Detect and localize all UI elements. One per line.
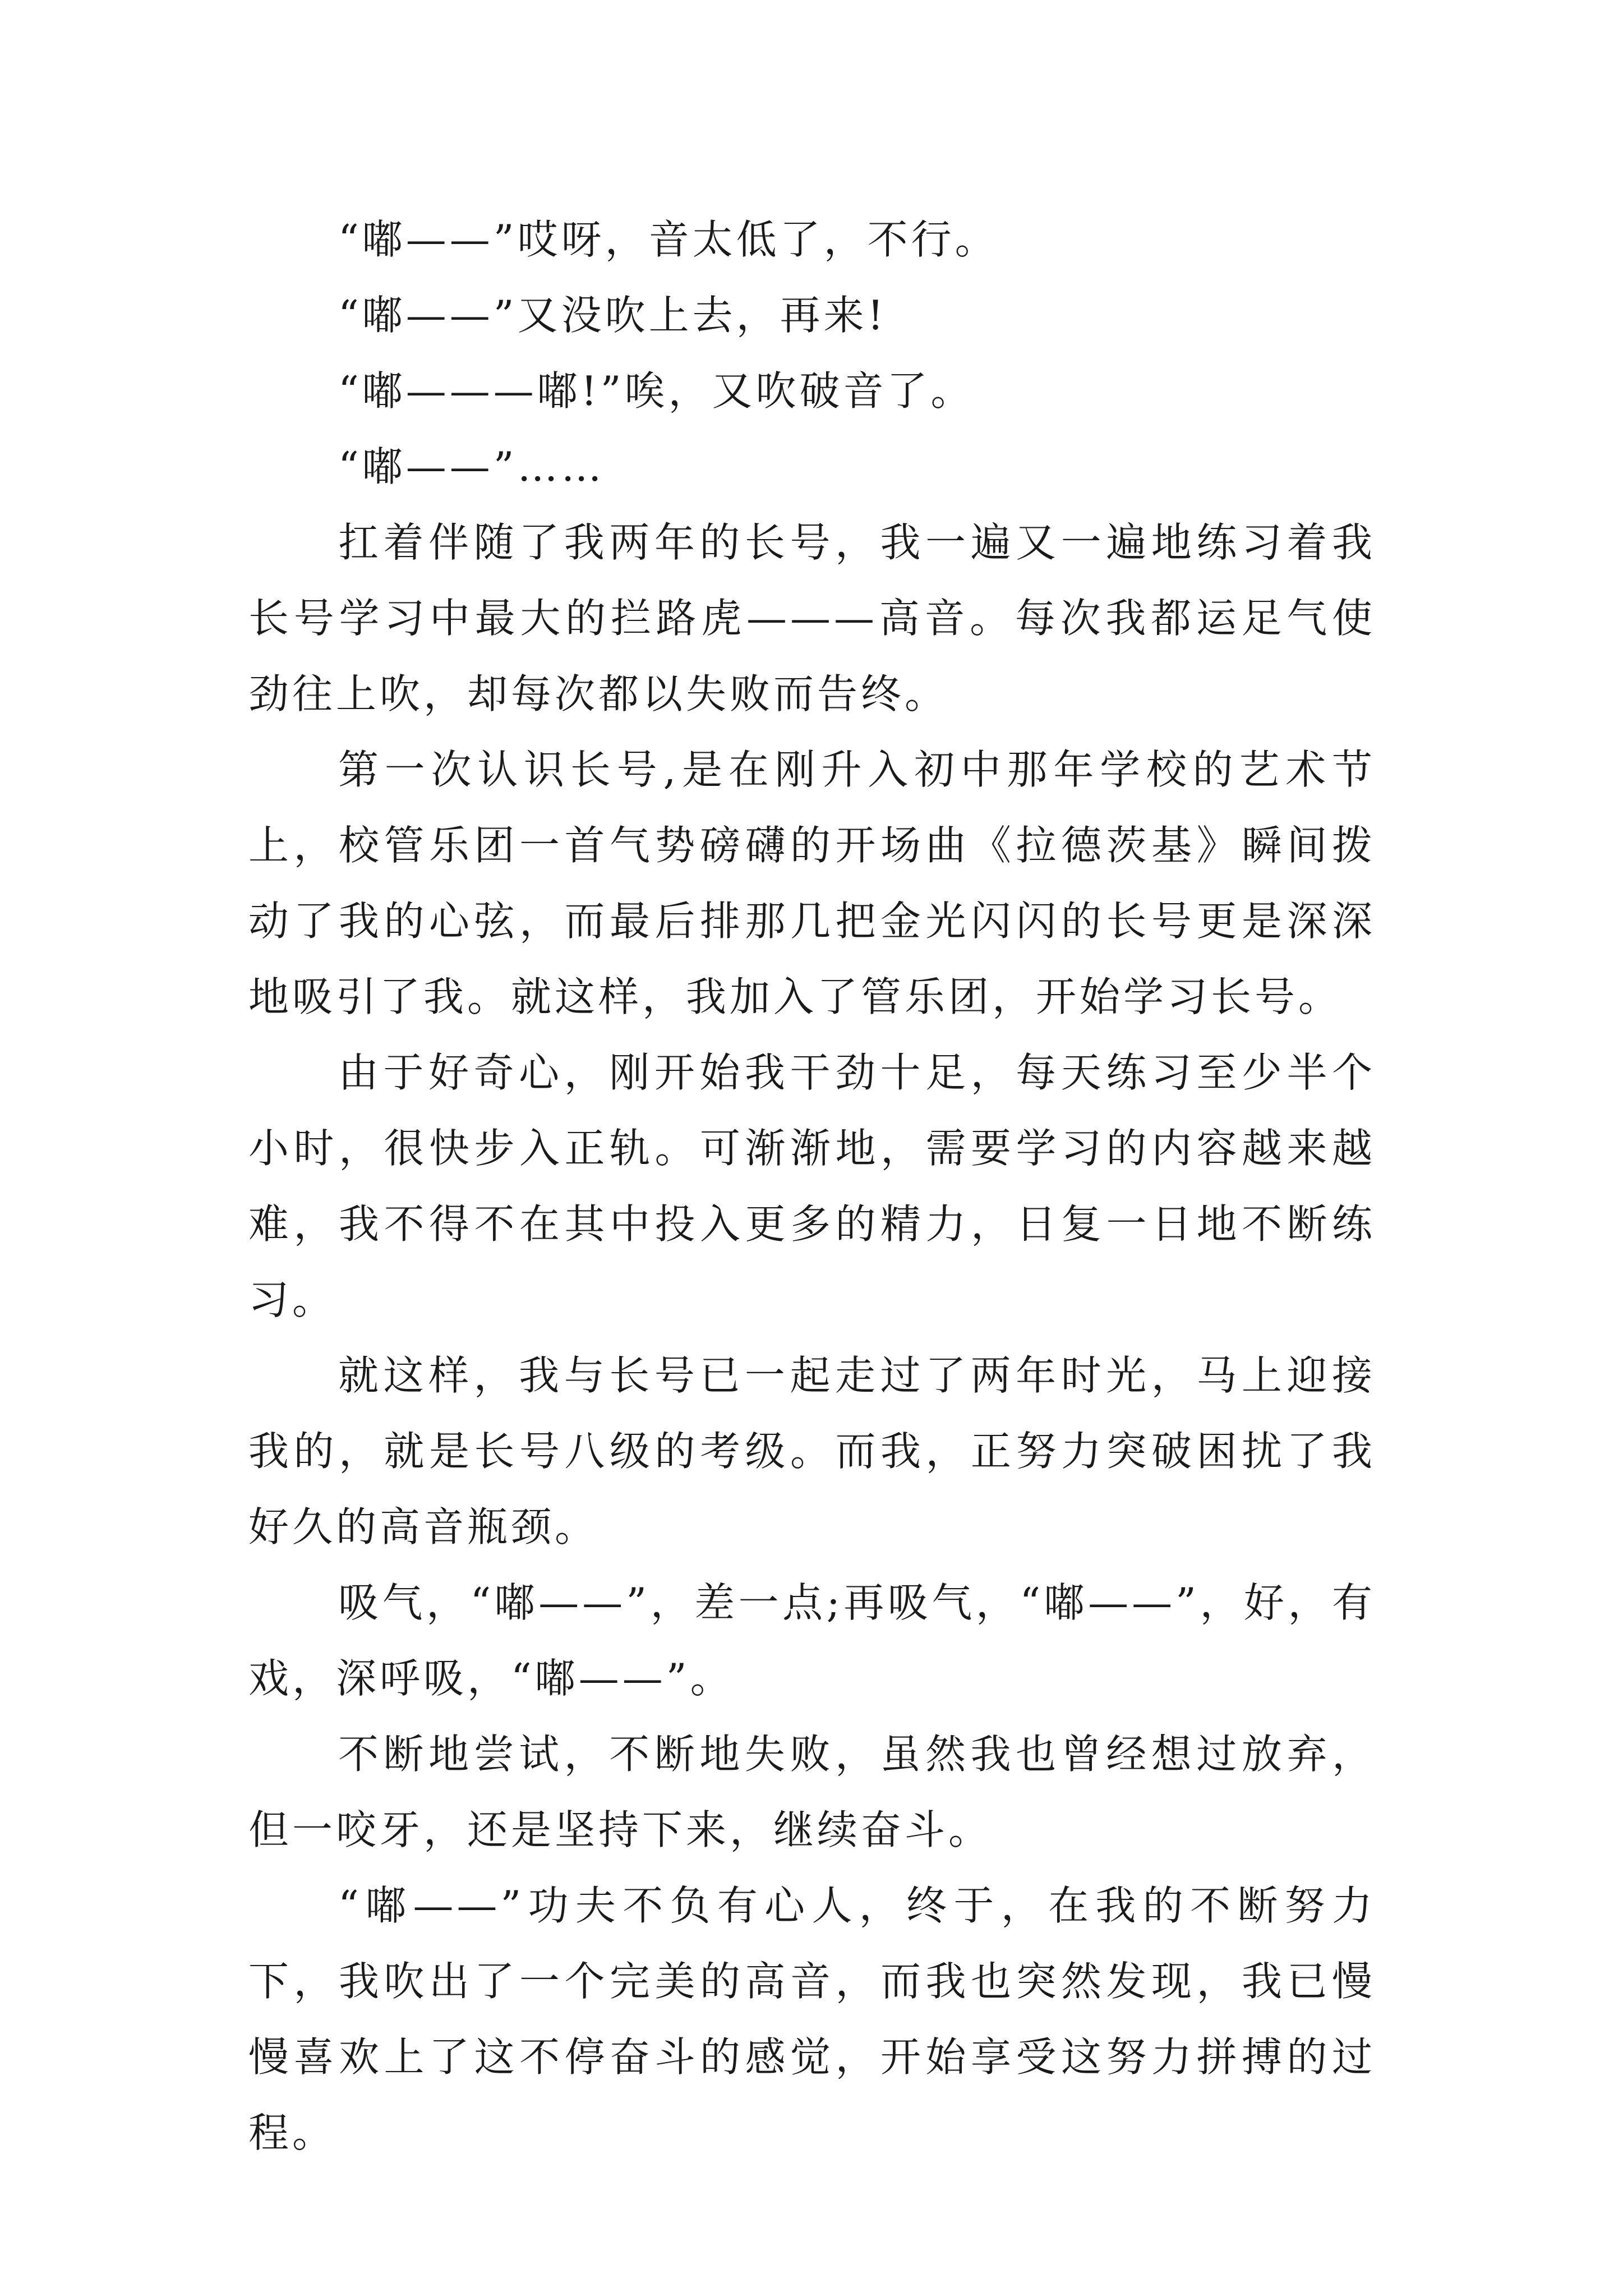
paragraph-10: 不断地尝试，不断地失败，虽然我也曾经想过放弃，但一咬牙，还是坚持下来，继续奋斗。	[248, 1731, 1376, 1853]
paragraph-6: 第一次认识长号,是在刚升入初中那年学校的艺术节上，校管乐团一首气势磅礴的开场曲《拉德茨基》瞬间拨动了我的心弦，而最后排那几把金光闪闪的长号更是深深地吸引了我。就这样，我加入了管乐团，开始学习长号。	[248, 746, 1376, 1020]
paragraph-11: “嘟——”功夫不负有心人，终于，在我的不断努力下，我吹出了一个完美的高音，而我也突然发现，我已慢慢喜欢上了这不停奋斗的感觉，开始享受这努力拼搏的过程。	[248, 1882, 1376, 2156]
article-body	[248, 202, 1376, 2171]
paragraph-5: 扛着伴随了我两年的长号，我一遍又一遍地练习着我长号学习中最大的拦路虎———高音。每次我都运足气使劲往上吹，却每次都以失败而告终。	[248, 519, 1376, 717]
paragraph-3: “嘟———嘟!”唉，又吹破音了。	[338, 367, 975, 415]
paragraph-8: 就这样，我与长号已一起走过了两年时光，马上迎接我的，就是长号八级的考级。而我，正努力突破困扰了我好久的高音瓶颈。	[248, 1352, 1376, 1550]
paragraph-7: 由于好奇心，刚开始我干劲十足，每天练习至少半个小时，很快步入正轨。可渐渐地，需要学习的内容越来越难，我不得不在其中投入更多的精力，日复一日地不断练习。	[248, 1049, 1376, 1323]
paragraph-2: “嘟——”又没吹上去，再来!	[338, 292, 887, 339]
paragraph-9: 吸气，“嘟——”，差一点;再吸气，“嘟——”，好，有戏，深呼吸，“嘟——”。	[248, 1579, 1376, 1702]
paragraph-1: “嘟——”哎呀，音太低了，不行。	[338, 216, 999, 263]
paragraph-4: “嘟——”……	[338, 443, 605, 490]
